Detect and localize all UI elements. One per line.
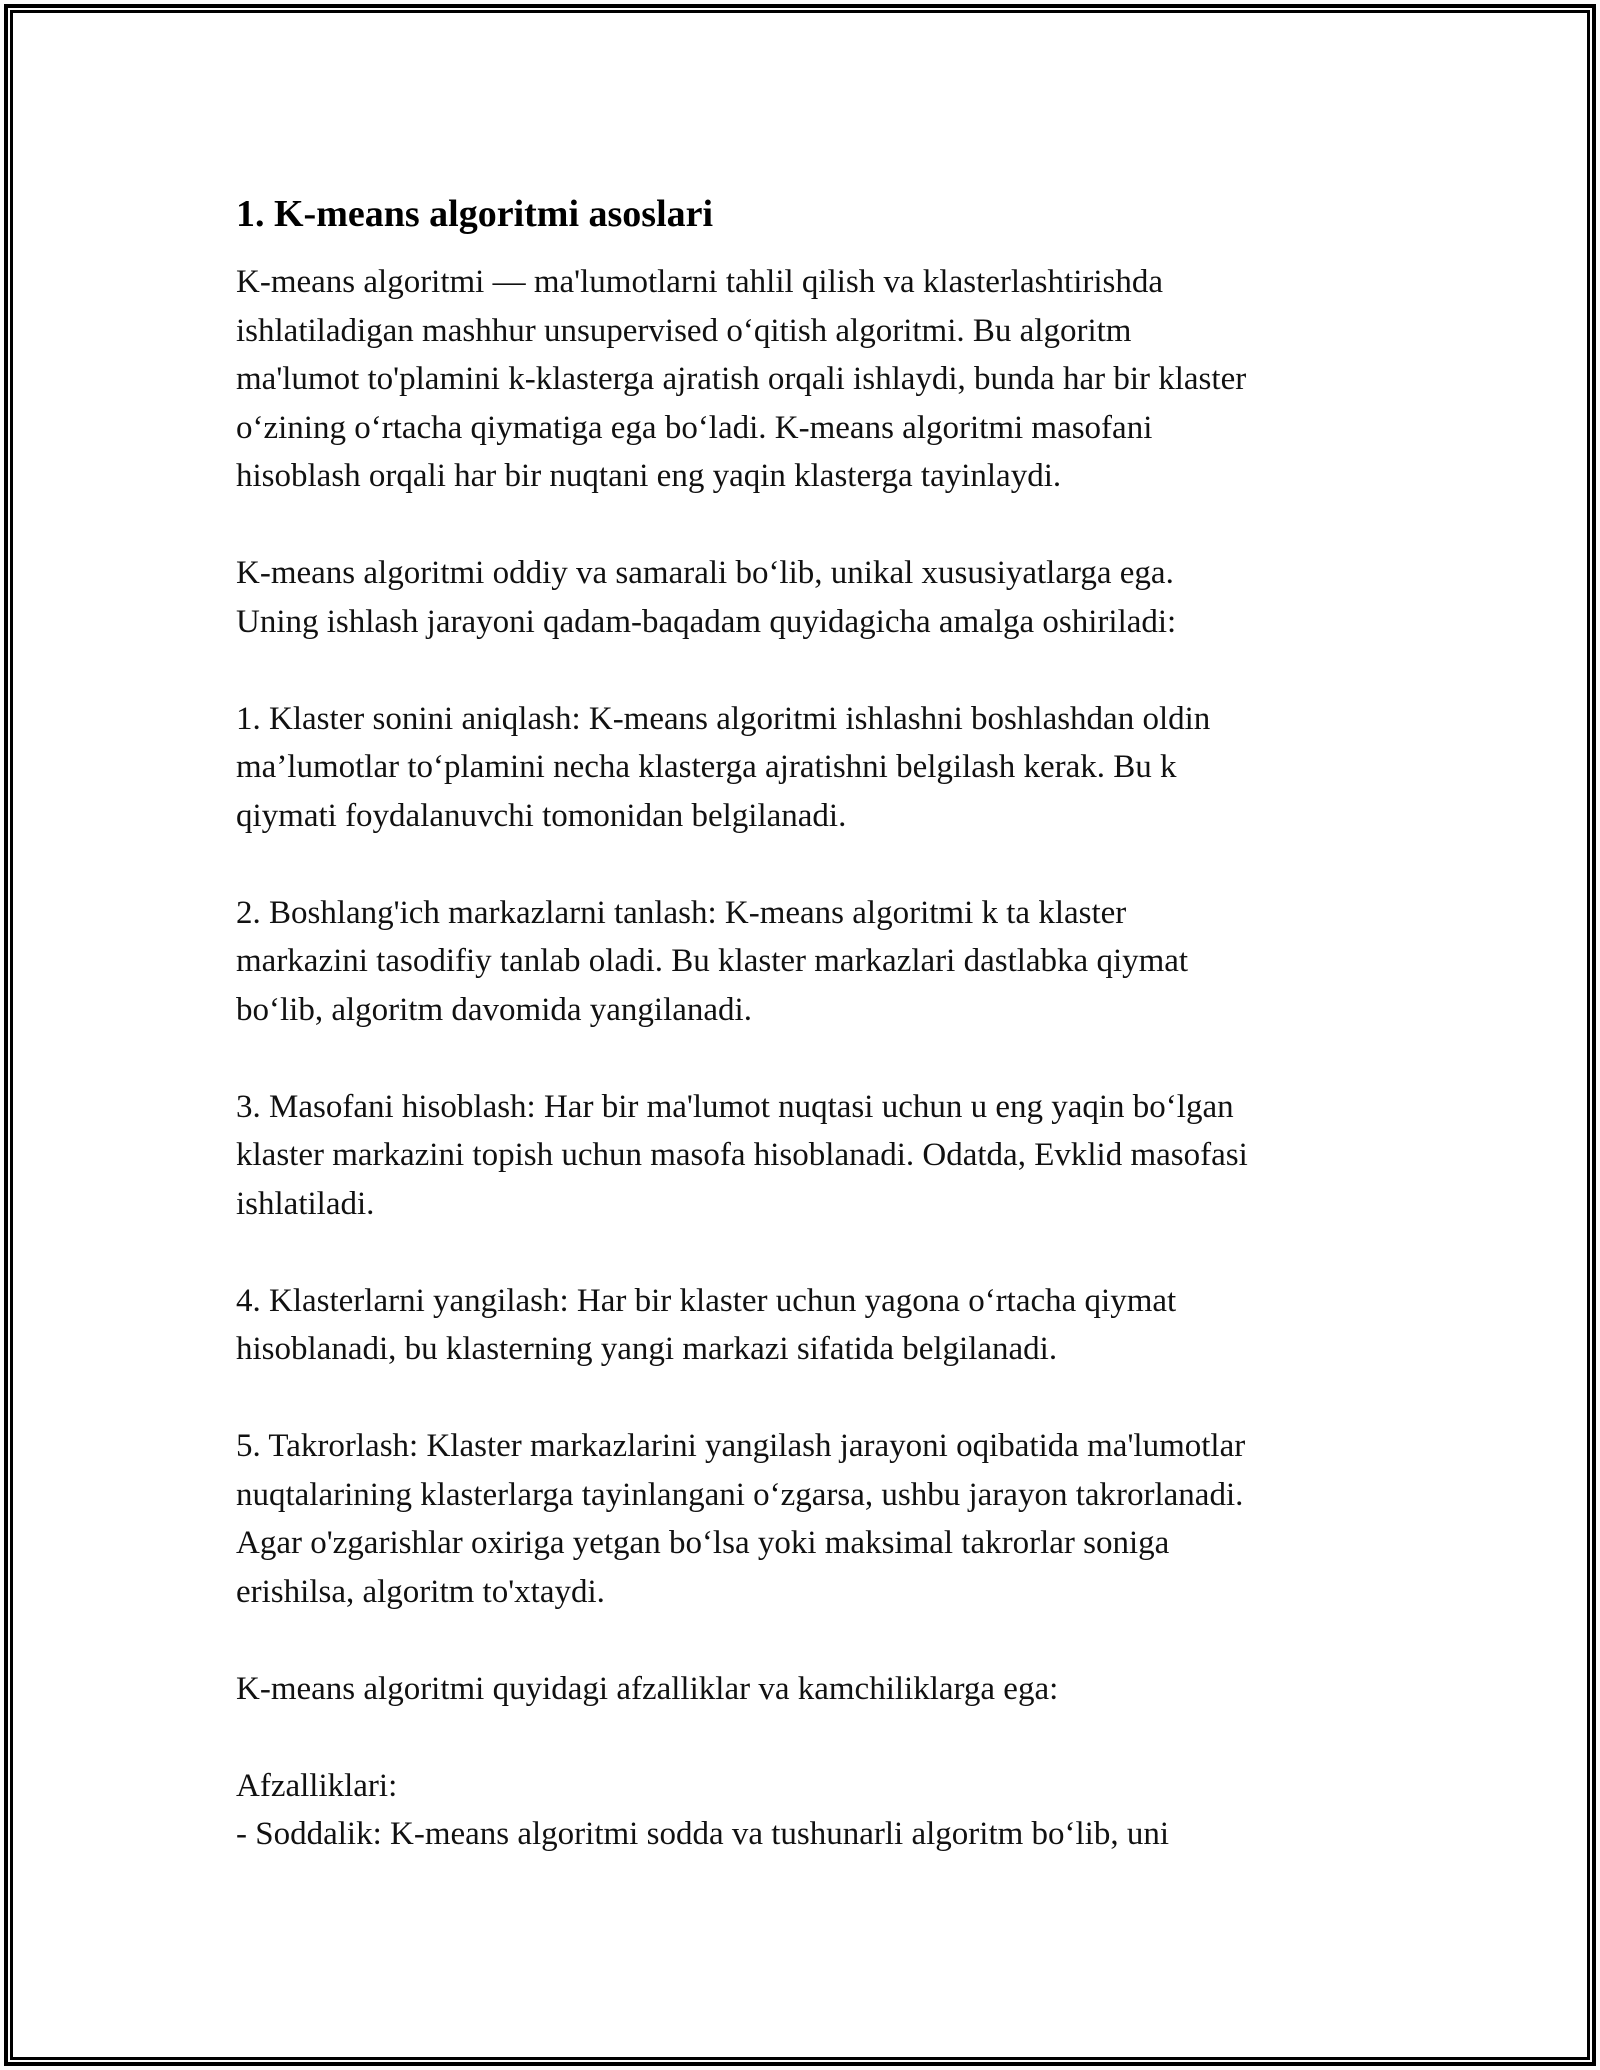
text-line: erishilsa, algoritm to'xtaydi.	[236, 1573, 605, 1610]
paragraph	[236, 695, 1416, 841]
text-line: K-means algoritmi — ma'lumotlarni tahlil qilish va klasterlashtirishda	[236, 264, 1164, 300]
text-line: nuqtalarining klasterlarga tayinlangani o‘zgarsa, ushbu jarayon takrorlanadi.	[236, 1476, 1244, 1513]
paragraph	[236, 1665, 1416, 1714]
text-line: K-means algoritmi quyidagi afzalliklar va kamchiliklarga ega:	[236, 1670, 1059, 1707]
text-line: ishlatiladigan mashhur unsupervised o‘qitish algoritmi. Bu algoritm	[236, 312, 1132, 349]
text-line: qiymati foydalanuvchi tomonidan belgilanadi.	[236, 797, 847, 834]
document-body	[236, 182, 1416, 1859]
text-line: 1. Klaster sonini aniqlash: K-means algoritmi ishlashni boshlashdan oldin	[236, 700, 1211, 737]
paragraph	[236, 1762, 1416, 1859]
text-line: ma’lumotlar to‘plamini necha klasterga ajratishni belgilash kerak. Bu k	[236, 749, 1177, 785]
text-line: Afzalliklari:	[236, 1767, 398, 1804]
paragraph-gap	[236, 501, 1416, 550]
text-line: Uning ishlash jarayoni qadam-baqadam quyidagicha amalga oshiriladi:	[236, 603, 1177, 640]
text-line: o‘zining o‘rtacha qiymatiga ega bo‘ladi. K-means algoritmi masofani	[236, 409, 1153, 446]
text-line: K-means algoritmi oddiy va samarali bo‘lib, unikal xususiyatlarga ega.	[236, 555, 1174, 591]
paragraph	[236, 549, 1416, 646]
paragraph-list	[236, 258, 1416, 1859]
paragraph-gap	[236, 840, 1416, 889]
paragraph-gap	[236, 1228, 1416, 1277]
text-line: 2. Boshlang'ich markazlarni tanlash: K-means algoritmi k ta klaster	[236, 894, 1127, 931]
text-line: bo‘lib, algoritm davomida yangilanadi.	[236, 991, 752, 1028]
text-line: Agar o'zgarishlar oxiriga yetgan bo‘lsa yoki maksimal takrorlar soniga	[236, 1525, 1170, 1561]
text-line: 4. Klasterlarni yangilash: Har bir klaster uchun yagona o‘rtacha qiymat	[236, 1282, 1177, 1319]
text-line: markazini tasodifiy tanlab oladi. Bu klaster markazlari dastlabka qiymat	[236, 943, 1189, 979]
paragraph-gap	[236, 1713, 1416, 1762]
paragraph-gap	[236, 646, 1416, 695]
paragraph-gap	[236, 1374, 1416, 1423]
paragraph-gap	[236, 1616, 1416, 1665]
text-line: ishlatiladi.	[236, 1185, 375, 1222]
text-line: klaster markazini topish uchun masofa hisoblanadi. Odatda, Evklid masofasi	[236, 1137, 1248, 1173]
section-heading: 1. K-means algoritmi asoslari	[236, 193, 714, 235]
text-line: hisoblash orqali har bir nuqtani eng yaqin klasterga tayinlaydi.	[236, 458, 1062, 494]
paragraph	[236, 258, 1416, 501]
paragraph-gap	[236, 1034, 1416, 1083]
text-line: - Soddalik: K-means algoritmi sodda va tushunarli algoritm bo‘lib, uni	[236, 1816, 1170, 1852]
text-line: hisoblanadi, bu klasterning yangi markazi sifatida belgilanadi.	[236, 1331, 1058, 1367]
text-line: 3. Masofani hisoblash: Har bir ma'lumot nuqtasi uchun u eng yaqin bo‘lgan	[236, 1088, 1234, 1125]
text-line: ma'lumot to'plamini k-klasterga ajratish orqali ishlaydi, bunda har bir klaster	[236, 361, 1247, 397]
paragraph	[236, 1277, 1416, 1374]
paragraph	[236, 1083, 1416, 1229]
text-line: 5. Takrorlash: Klaster markazlarini yangilash jarayoni oqibatida ma'lumotlar	[236, 1428, 1246, 1464]
paragraph	[236, 889, 1416, 1035]
paragraph	[236, 1422, 1416, 1616]
